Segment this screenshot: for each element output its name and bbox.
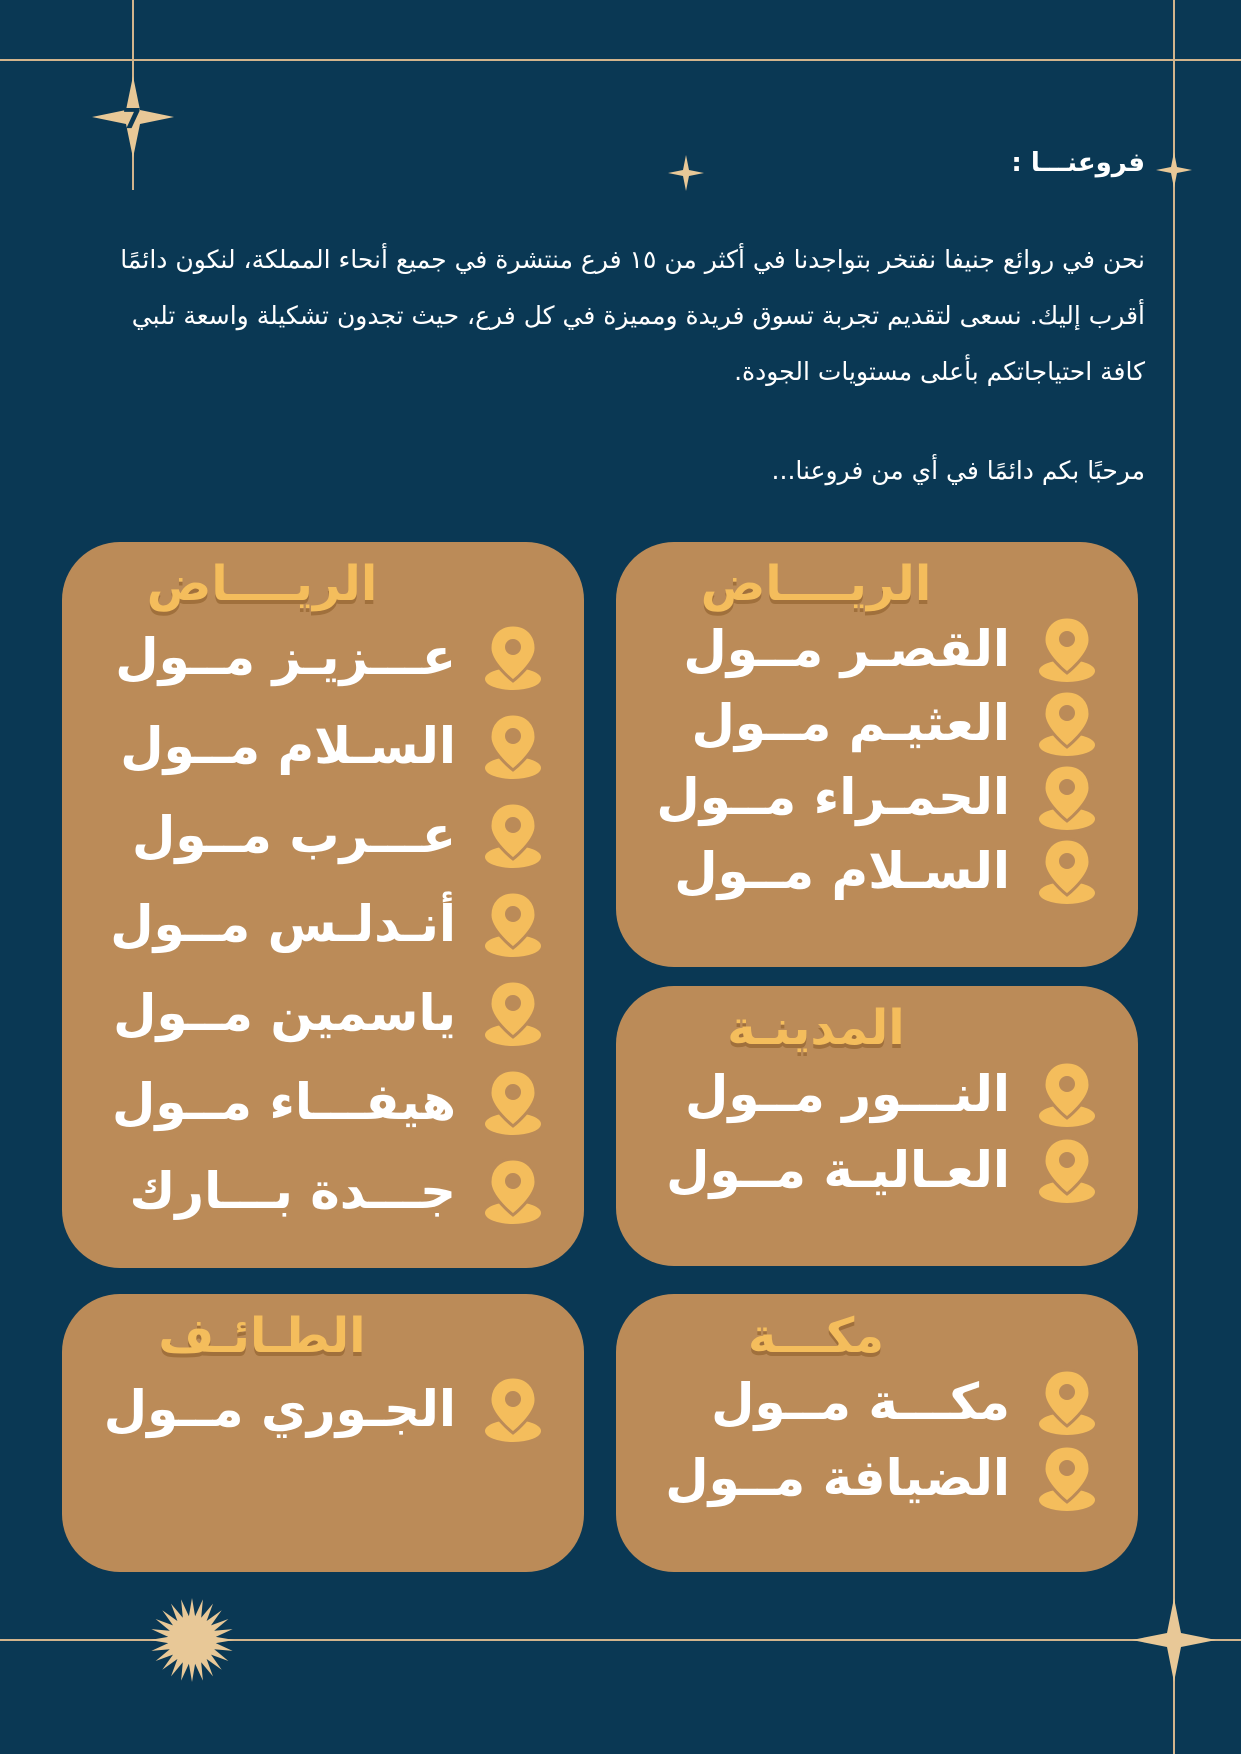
location-pin-icon [1038, 1060, 1096, 1128]
location-pin-icon [484, 712, 542, 780]
branch-card-makkah [616, 1294, 1138, 1572]
mall-name: الضيافة مــول [665, 1449, 1010, 1507]
location-pin-icon [1038, 1444, 1096, 1512]
card-city-title: المدينـة [727, 1000, 905, 1056]
intro-paragraph: نحن في روائع جنيفا نفتخر بتواجدنا في أكثر من ١٥ فرع منتشرة في جميع أنحاء المملكة، لنكون دائمًا أقرب إليك. نسعى لتقديم تجربة تسوق فريدة ومميزة في كل فرع، حيث تجدون تشكيلة واسعة تلبي كافة احتياجاتكم بأعلى مستويات الجودة. [120, 245, 1145, 386]
mall-item [636, 686, 1096, 760]
mall-name: الجـوري مــول [103, 1380, 456, 1438]
mall-name: عـــرب مــول [131, 805, 456, 864]
sparkle-icon [1156, 152, 1192, 188]
location-pin-icon [484, 1068, 542, 1136]
mall-name: هيفـــاء مــول [112, 1072, 456, 1131]
mall-item [82, 1057, 542, 1146]
corner-star-icon [1132, 1598, 1216, 1682]
mall-name: جـــدة بـــارك [129, 1161, 456, 1220]
mall-name: القصـر مــول [683, 620, 1010, 678]
mall-item [636, 1364, 1096, 1440]
welcome-text: مرحبًا بكم دائمًا في أي من فروعنا... [771, 456, 1145, 485]
mall-item [636, 760, 1096, 834]
mall-item [82, 701, 542, 790]
location-pin-icon [484, 801, 542, 869]
mall-name: العثيـم مــول [691, 694, 1010, 752]
mall-list [636, 1364, 1096, 1516]
mall-item [636, 1440, 1096, 1516]
location-pin-icon [484, 623, 542, 691]
mall-item [82, 968, 542, 1057]
location-pin-icon [484, 890, 542, 958]
mall-list [82, 612, 542, 1235]
mall-name: أنـدلـس مــول [110, 894, 456, 953]
mall-list [636, 1056, 1096, 1208]
mall-name: مكـــة مــول [711, 1373, 1010, 1431]
mall-name: العـاليـة مــول [666, 1141, 1010, 1199]
branch-card-madinah [616, 986, 1138, 1266]
location-pin-icon [1038, 1136, 1096, 1204]
location-pin-icon [1038, 763, 1096, 831]
branch-card-taif [62, 1294, 584, 1572]
location-pin-icon [1038, 1368, 1096, 1436]
location-pin-icon [484, 979, 542, 1047]
mall-item [82, 1364, 542, 1454]
card-city-title: مكـــة [748, 1308, 884, 1364]
mall-item [636, 834, 1096, 908]
location-pin-icon [1038, 837, 1096, 905]
card-city-title: الطـائـف [158, 1308, 366, 1364]
right-vertical-rule [1173, 0, 1175, 1754]
location-pin-icon [484, 1157, 542, 1225]
mall-name: عـــزيـز مــول [115, 627, 456, 686]
sunburst-icon [150, 1598, 234, 1682]
mall-item [636, 1132, 1096, 1208]
location-pin-icon [1038, 689, 1096, 757]
mall-item [82, 612, 542, 701]
mall-list [82, 1364, 542, 1454]
top-rule [0, 59, 1241, 61]
mall-name: ياسمين مــول [113, 983, 456, 1042]
page-number: 7 [122, 102, 142, 135]
mall-item [636, 1056, 1096, 1132]
mall-name: السـلام مــول [674, 842, 1010, 900]
card-city-title: الريــــاض [146, 556, 378, 612]
page-heading: فروعنـــا : [1011, 148, 1145, 178]
mall-name: النـــور مــول [685, 1065, 1010, 1123]
sparkle-icon [668, 155, 704, 191]
mall-item [82, 879, 542, 968]
mall-name: الحمـراء مــول [656, 768, 1010, 826]
location-pin-icon [484, 1375, 542, 1443]
branch-card-riyadh-right [616, 542, 1138, 967]
mall-item [82, 790, 542, 879]
mall-name: السـلام مــول [120, 716, 456, 775]
location-pin-icon [1038, 615, 1096, 683]
branch-card-riyadh-left [62, 542, 584, 1268]
mall-item [82, 1146, 542, 1235]
mall-list [636, 612, 1096, 908]
mall-item [636, 612, 1096, 686]
card-city-title: الريــــاض [700, 556, 932, 612]
